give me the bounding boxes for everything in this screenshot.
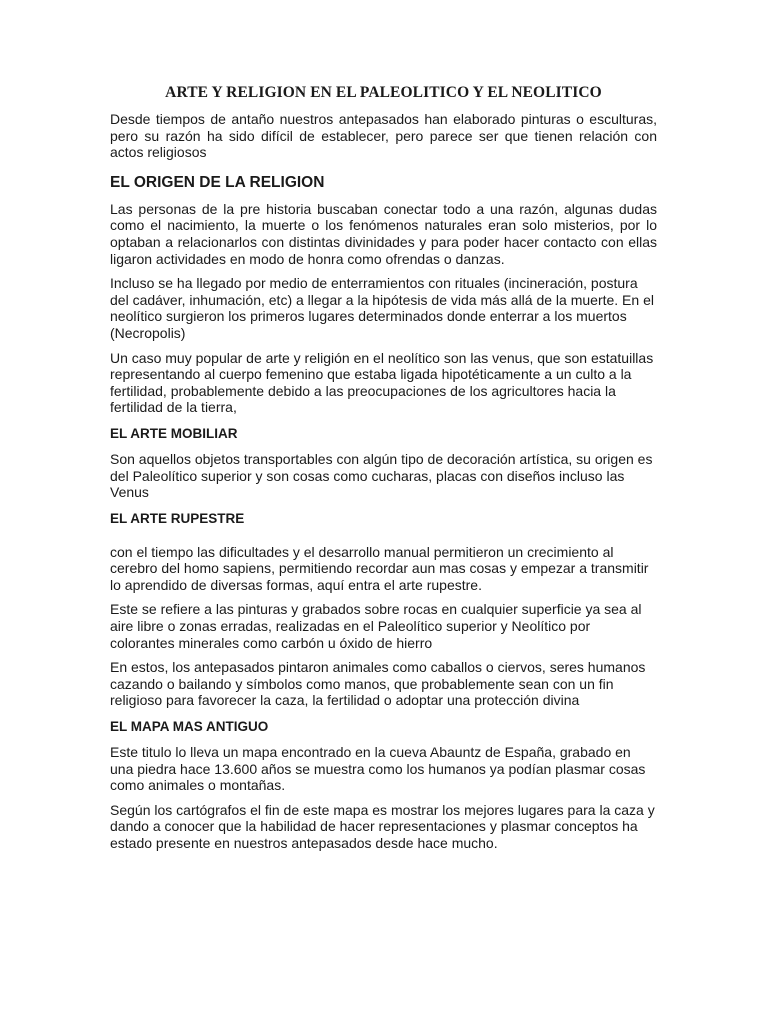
origen-paragraph-2: Incluso se ha llegado por medio de enterramientos con rituales (incineración, postura del cadáver, inhumación, etc) a llegar a la hipótesis de vida más allá de la muerte. En el neolítico surgieron los primeros lugares determinados donde enterrar a los muertos (Necropolis) <box>110 275 654 341</box>
mapa-paragraph-2: Según los cartógrafos el fin de este mapa es mostrar los mejores lugares para la caza y dando a conocer que la habilidad de hacer representaciones y plasmar conceptos ha estado presente en nuestros antepasados desde hace mucho. <box>110 801 655 851</box>
origen-paragraph-3: Un caso muy popular de arte y religión en el neolítico son las venus, que son estatuillas representando al cuerpo femenino que estaba ligada hipotéticamente a un culto a la fertilidad, probablemente debido a las preocupaciones de los agricultores hacia la fertilidad de la tierra, <box>110 349 654 416</box>
heading-arte-rupestre: EL ARTE RUPESTRE <box>110 510 245 526</box>
document-body <box>110 84 657 860</box>
document-title: ARTE Y RELIGION EN EL PALEOLITICO Y EL NEOLITICO <box>165 84 602 101</box>
heading-mapa-antiguo: EL MAPA MAS ANTIGUO <box>110 719 269 735</box>
rupestre-paragraph-2: Este se refiere a las pinturas y grabados sobre rocas en cualquier superficie ya sea al aire libre o zonas erradas, realizadas en el Paleolítico superior y Neolítico por colorantes minerales como carbón u óxido de hierro <box>110 601 642 651</box>
heading-arte-mobiliar: EL ARTE MOBILIAR <box>110 425 238 441</box>
rupestre-paragraph-3: En estos, los antepasados pintaron animales como caballos o ciervos, seres humanos cazando o bailando y símbolos como manos, que probablemente sean con un fin religioso para favorecer la caza, la fertilidad o adoptar una protección divina <box>110 659 646 709</box>
origen-paragraph-1: Las personas de la pre historia buscaban conectar todo a una razón, algunas dudas como el nacimiento, la muerte o los fenómenos naturales eran solo misterios, por lo optaban a relacionarlos con distintas divinidades y para poder hacer contacto con ellas ligaron actividades en modo de honra como ofrendas o danzas. <box>110 200 657 267</box>
heading-origen-religion: EL ORIGEN DE LA RELIGION <box>110 173 325 191</box>
intro-paragraph: Desde tiempos de antaño nuestros antepasados han elaborado pinturas o esculturas, pero su razón ha sido difícil de establecer, pero parece ser que tienen relación con actos religiosos <box>110 111 657 161</box>
mapa-paragraph-1: Este titulo lo lleva un mapa encontrado en la cueva Abauntz de España, grabado en una piedra hace 13.600 años se muestra como los humanos ya podían plasmar cosas como animales o montañas. <box>110 744 646 794</box>
mobiliar-paragraph-1: Son aquellos objetos transportables con algún tipo de decoración artística, su origen es del Paleolítico superior y son cosas como cucharas, placas con diseños incluso las Venus <box>110 450 653 501</box>
rupestre-paragraph-1: con el tiempo las dificultades y el desarrollo manual permitieron un crecimiento al cerebro del homo sapiens, permitiendo recordar aun mas cosas y empezar a transmitir lo aprendido de diversas formas, aquí entra el arte rupestre. <box>110 543 649 593</box>
